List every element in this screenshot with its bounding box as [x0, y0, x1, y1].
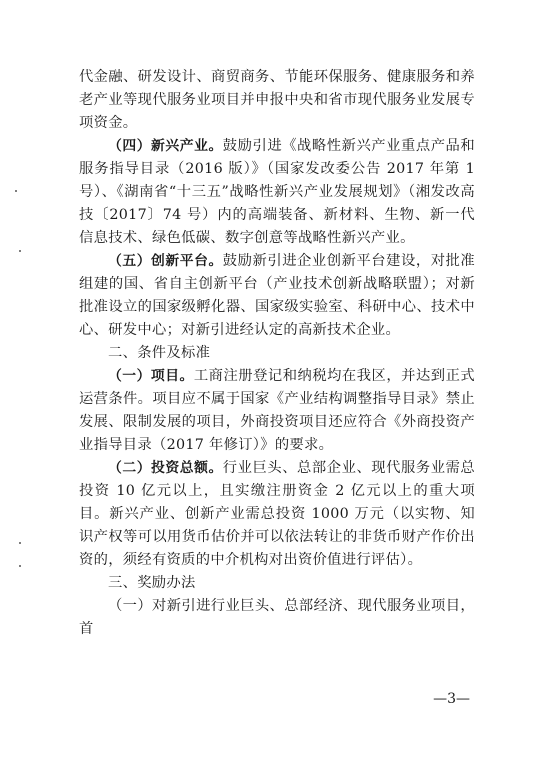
paragraph-project	[79, 365, 475, 457]
paragraph-emerging-industries	[79, 135, 475, 250]
paragraph-investment	[79, 457, 475, 572]
paragraph-lead: （五）创新平台。	[108, 253, 223, 269]
paragraph-lead: （一）项目。	[108, 368, 194, 384]
scan-speck	[19, 250, 21, 252]
scan-speck	[15, 190, 17, 192]
section-heading-conditions	[79, 342, 475, 365]
paragraph-text: 鼓励引进《战略性新兴产业重点产品和服务指导目录（2016 版）》（国家发改委公告 2017 年第 1 号）、《湖南省“十三五”战略性新兴产业发展规划》（湘发改高技〔2017〕74 号）内的高端装备、新材料、生物、新一代信息技术、绿色低碳、数字创意等战略性新兴产业。	[79, 138, 475, 246]
paragraph-text: 鼓励新引进企业创新平台建设，对批准组建的国、省自主创新平台（产业技术创新战略联盟）；对新批准设立的国家级孵化器、国家级实验室、科研中心、技术中心、研发中心；对新引进经认定的高新技术企业。	[79, 253, 475, 338]
paragraph-reward-1	[79, 595, 475, 641]
paragraph-lead: （二）投资总额。	[108, 460, 223, 476]
paragraph-text: 行业巨头、总部企业、现代服务业需总投资 10 亿元以上，且实缴注册资金 2 亿元以上的重大项目。新兴产业、创新产业需总投资 1000 万元（以实物、知识产权等可以用货币估价并可以依法转让的非货币财产作价出资的，须经有资质的中介机构对出资价值进行评估）。	[79, 460, 475, 568]
paragraph-continuation	[79, 66, 475, 135]
section-heading-rewards	[79, 572, 475, 595]
scan-speck	[19, 542, 21, 544]
paragraph-innovation-platform	[79, 250, 475, 342]
paragraph-lead: （四）新兴产业。	[108, 138, 223, 154]
heading-text: 三、奖励办法	[108, 575, 196, 591]
paragraph-text: 工商注册登记和纳税均在我区，并达到正式运营条件。项目应不属于国家《产业结构调整指导目录》禁止发展、限制发展的项目，外商投资项目还应符合《外商投资产业指导目录（2017 年修订）》的要求。	[79, 368, 475, 453]
heading-text: 二、条件及标准	[108, 345, 211, 361]
paragraph-text: 代金融、研发设计、商贸商务、节能环保服务、健康服务和养老产业等现代服务业项目并申报中央和省市现代服务业发展专项资金。	[79, 69, 475, 131]
paragraph-text: （一）对新引进行业巨头、总部经济、现代服务业项目，首	[79, 598, 475, 637]
document-body	[79, 66, 475, 641]
page-number: —3—	[433, 691, 470, 707]
scan-speck	[19, 565, 21, 567]
